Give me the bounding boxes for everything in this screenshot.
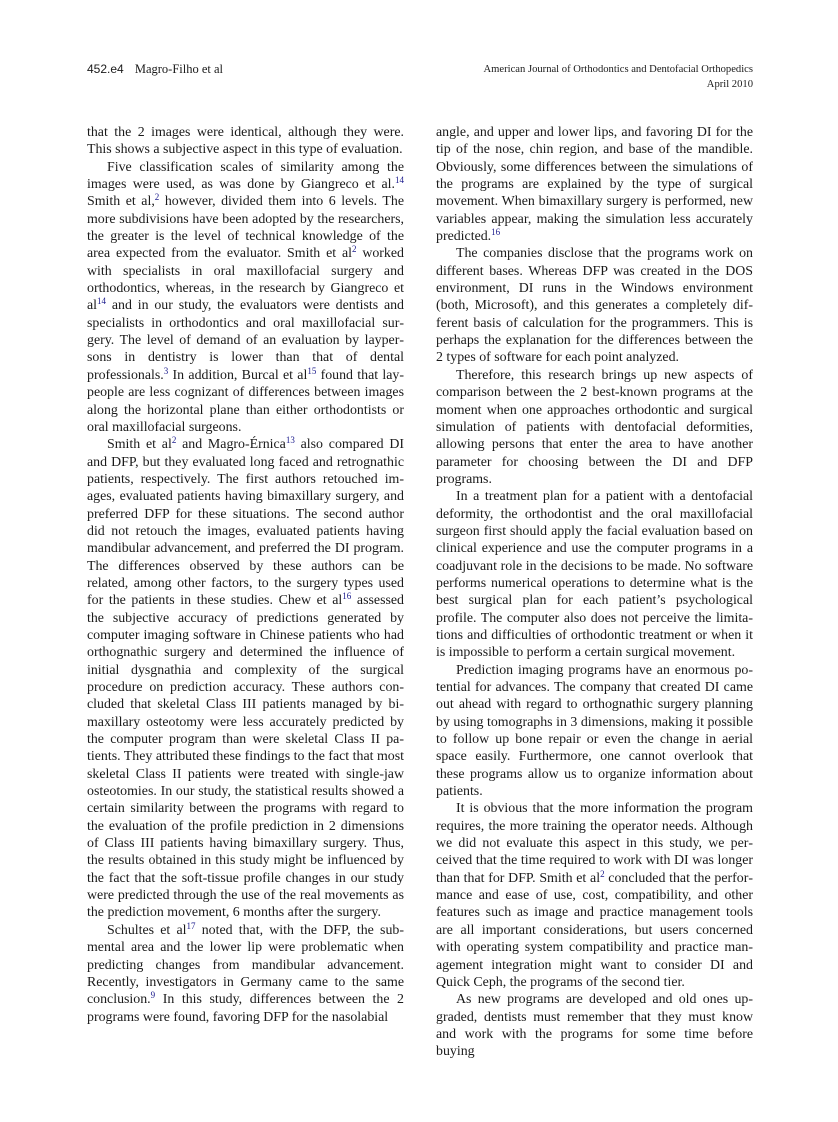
reference-link[interactable]: 13 [285,435,295,446]
paragraph-text: and in our study, the evaluators were dentists and specialists in orthodontics and oral maxillofacial surgery. The level of demand of an evaluation by laypersons in dentistry is lower than that of dental professionals. [87,298,404,383]
reference-link[interactable]: 14 [97,296,107,307]
paragraph-text: found that laypeople are less cognizant of differences between images along the horizontal plane than either orthodontists or oral maxillofacial surgeons. [87,367,404,435]
paragraph-text: The companies disclose that the programs work on different bases. Whereas DFP was created in the DOS environment, DI runs in the Windows environment (both, Microsoft), and this generates a completely different basis of calculation for the programmers. This is perhaps the explanation for the differences between the 2 types of software for each point analyzed. [436,246,753,366]
reference-link[interactable]: 2 [154,192,160,203]
paragraph [436,488,753,661]
paragraph-text: noted that, with the DFP, the submental area and the lower lip were problematic when predicting changes from mandibular advancement. Recently, investigators in Germany came to the same conclusion. [87,922,404,1008]
paragraph-text: however, divided them into 6 levels. The more subdivisions have been adopted by the researchers, the greater is the level of technical knowledge of the area expected from the evaluator. Smith et al [87,194,404,262]
reference-link[interactable]: 2 [171,435,177,446]
paragraph-text: Prediction imaging programs have an enormous potential for advances. The company that created DI came out ahead with regard to orthognathic surgery planning by using tomographs in 3 dimensions, making it possible to follow up bone repair or even the change in aerial space easily. Furthermore, one cannot overlook that these programs allow us to organize information about patients. [436,662,753,800]
paragraph [436,800,753,991]
reference-link[interactable]: 3 [163,365,169,376]
paragraph-text: and Magro-Érnica [176,437,286,453]
paragraph-text: It is obvious that the more information the program requires, the more training the operator needs. Although we did not evaluate this aspect in this study, we perceived that the time required to work with DI was longer than that for DFP. Smith et al [436,801,753,886]
paragraph-text: Therefore, this research brings up new aspects of comparison between the 2 best-known programs at the moment when one approaches orthodontic and surgical simulation of patients with dentofacial deformities, allowing persons that enter the area to have another parameter for choosing between the DI and DFP programs. [436,367,753,487]
paragraph [87,159,404,437]
reference-link[interactable]: 17 [186,920,196,931]
reference-link[interactable]: 16 [342,591,352,602]
paragraph [87,124,404,159]
journal-title: American Journal of Orthodontics and Dentofacial Orthopedics [483,64,753,75]
paragraph-text: assessed the subjective accuracy of predictions generated by computer imaging software in Chinese patients who had orthognathic surgery and determined the influence of initial dysgnathia and complexity of the surgical procedure on prediction accuracy. These authors concluded that skeletal Class III patients managed by bimaxillary osteotomy were less accurately predicted by the computer program than were skeletal Class II patients. They attributed these findings to the fact that most skeletal Class II patients were treated with single-jaw osteotomies. In our study, the statistical results showed a certain similarity between the programs with regard to the evaluation of the profile prediction in 2 dimensions of Class III patients having bimaxillary surgery. Thus, the results obtained in this study might be influenced by the fact that the soft-tissue profile changes in our study were predicted through the use of the real movements as the prediction movement, 6 months after the surgery. [87,593,404,921]
paragraph-text: concluded that the performance and ease of use, cost, compatibility, and other features such as image and practice management tools are all important considerations, but users concerned with operating system compatibility and practice management integration might want to consider DI and Quick Ceph, the programs of the second tier. [436,870,753,990]
paragraph-text: As new programs are developed and old ones upgraded, dentists must remember that they must know and work with the programs for some time before buying [436,992,753,1060]
running-header-right [484,62,753,92]
paragraph [436,991,753,1060]
reference-link[interactable]: 16 [491,227,501,238]
reference-link[interactable]: 2 [600,868,605,879]
reference-link[interactable]: 15 [307,365,317,376]
paragraph-text: In a treatment plan for a patient with a dentofacial deformity, the orthodontist and the oral maxillofacial surgeon first should apply the facial evaluation based on clinical experience and use the computer programs in a coadjuvant role in the decisions to be made. No software performs numerical operations to determine what is the best surgical plan for each patient’s psychological profile. The computer also does not perceive the limitations and difficulties of orthodontic treatment or when it is impossible to perform a certain surgical movement. [436,489,753,661]
page-number: 452.e4 [87,62,124,76]
reference-link[interactable]: 9 [150,990,156,1001]
paragraph [87,922,404,1026]
paragraph-text: In addition, Burcal et al [168,367,308,383]
paragraph-text: worked with specialists in oral maxillofacial surgery and orthodontics, whereas, in the research by Giangreco et al [87,246,404,314]
paragraph-text: Smith et al [107,437,172,453]
paragraph-text: In this study, differences between the 2 programs were found, favoring DFP for the nasolabial [87,992,404,1025]
body-column-left [87,124,404,1026]
paragraph [436,245,753,366]
paragraph [436,124,753,245]
paragraph [87,436,404,922]
paragraph-text: Schultes et al [107,922,187,938]
running-header [87,62,753,96]
paragraph-text: Five classification scales of similarity among the images were used, as was done by Giangreco et al. [87,159,404,193]
paragraph-text: angle, and upper and lower lips, and favoring DI for the tip of the nose, chin region, and base of the mandible. Obviously, some differences between the simulations of the programs are explained by the type of surgical movement. When bimaxillary surgery is performed, new variables appear, making the simulation less accurately predicted. [436,125,753,245]
reference-link[interactable]: 2 [351,244,357,255]
paragraph-text: Smith et al, [87,194,155,210]
running-header-left [87,62,223,77]
body-column-right [436,124,753,1061]
paragraph-text: also compared DI and DFP, but they evaluated long faced and retrognathic patients, respectively. The first authors retouched images, evaluated patients having bimaxillary surgery, and preferred DFP for these situations. The second author did not retouch the images, evaluated patients having mandibular advancement, and preferred the DI program. The differences observed by these authors can be related, among other factors, to the surgery types used for the patients in these studies. Chew et al [87,437,404,609]
issue-date: April 2010 [706,79,753,90]
paragraph [436,367,753,488]
reference-link[interactable]: 14 [395,175,404,186]
paragraph-text: that the 2 images were identical, although they were. This shows a subjective aspect in this type of evaluation. [87,125,404,158]
paragraph [436,662,753,801]
running-authors: Magro-Filho et al [134,62,224,76]
